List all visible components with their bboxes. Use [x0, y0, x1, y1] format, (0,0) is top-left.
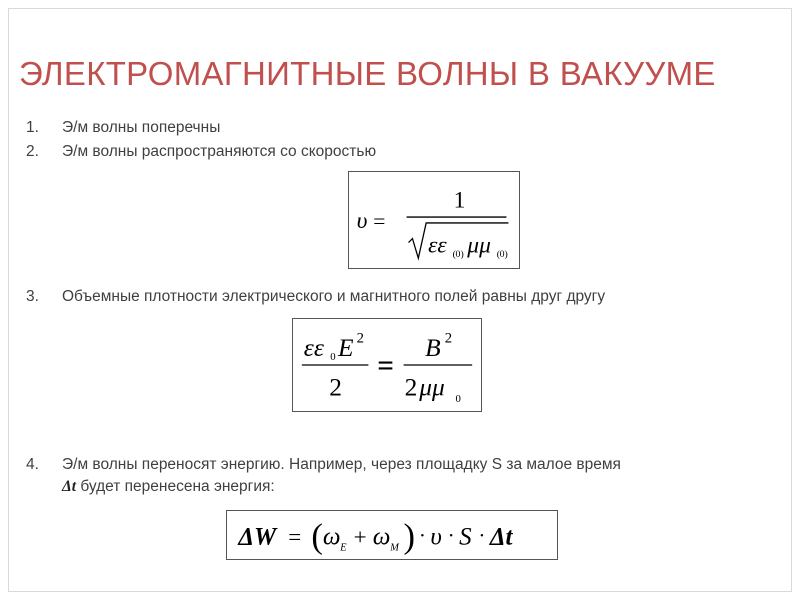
energy-transfer-formula-graphic [227, 511, 557, 559]
list-item-number: 3. [26, 288, 39, 305]
svg-text:E: E [340, 542, 347, 554]
energy-density-formula [292, 318, 482, 412]
svg-text:E: E [338, 333, 354, 363]
list-item-text: Э/м волны переносят энергию. Например, через площадку S за малое время [62, 456, 621, 473]
svg-text:0: 0 [330, 351, 336, 364]
svg-text:2: 2 [356, 330, 365, 347]
svg-text:(: ( [452, 249, 456, 261]
list-item-text: Э/м волны распространяются со скоростью [62, 143, 377, 160]
list-item-number: 1. [26, 119, 39, 136]
svg-text:+: + [353, 523, 367, 550]
velocity-formula [348, 171, 520, 269]
svg-text:0: 0 [499, 249, 505, 261]
svg-text:ω: ω [322, 523, 341, 551]
svg-text:B: B [425, 333, 441, 363]
svg-text:·: · [478, 523, 486, 548]
svg-text:M: M [390, 542, 399, 554]
svg-text:Δt: Δt [489, 523, 513, 551]
energy-density-formula-graphic [293, 319, 481, 411]
svg-text:2: 2 [444, 330, 453, 347]
delta-t-symbol: Δt [62, 478, 77, 495]
velocity-formula-graphic [349, 172, 519, 268]
list-item-text: Объемные плотности электрического и магнитного полей равны друг другу [62, 288, 606, 305]
svg-text:): ) [460, 249, 464, 261]
svg-text:μμ: μμ [467, 232, 491, 259]
svg-text:): ) [504, 249, 508, 261]
slide-title: ЭЛЕКТРОМАГНИТНЫЕ ВОЛНЫ В ВАКУУМЕ [19, 55, 716, 92]
energy-transfer-formula [226, 510, 558, 560]
velocity-numerator: 1 [453, 187, 466, 214]
svg-text:): ) [403, 517, 416, 556]
list-item-4-continuation [62, 478, 275, 496]
list-item-text: Э/м волны поперечны [62, 119, 221, 136]
svg-text:2: 2 [404, 372, 418, 402]
svg-text:(: ( [311, 517, 323, 556]
svg-text:ω: ω [372, 523, 391, 551]
svg-text:=: = [377, 349, 394, 382]
svg-text:·: · [418, 523, 426, 548]
svg-text:μμ: μμ [419, 372, 445, 402]
velocity-symbol: υ [356, 207, 368, 234]
svg-text:υ: υ [430, 523, 442, 551]
list-item-number: 2. [26, 143, 39, 160]
velocity-equals: = [373, 208, 386, 233]
svg-text:0: 0 [455, 249, 461, 261]
svg-text:ΔW: ΔW [238, 523, 277, 551]
svg-text:εε: εε [303, 333, 324, 363]
svg-text:=: = [288, 523, 302, 550]
svg-text:(: ( [496, 249, 500, 261]
svg-text:·: · [447, 523, 455, 548]
list-item-number: 4. [26, 456, 39, 473]
svg-text:2: 2 [329, 372, 342, 402]
svg-text:0: 0 [455, 393, 461, 406]
svg-text:εε: εε [428, 232, 447, 259]
svg-text:S: S [459, 523, 472, 551]
list-item-text-continued: будет перенесена энергия: [76, 478, 275, 495]
